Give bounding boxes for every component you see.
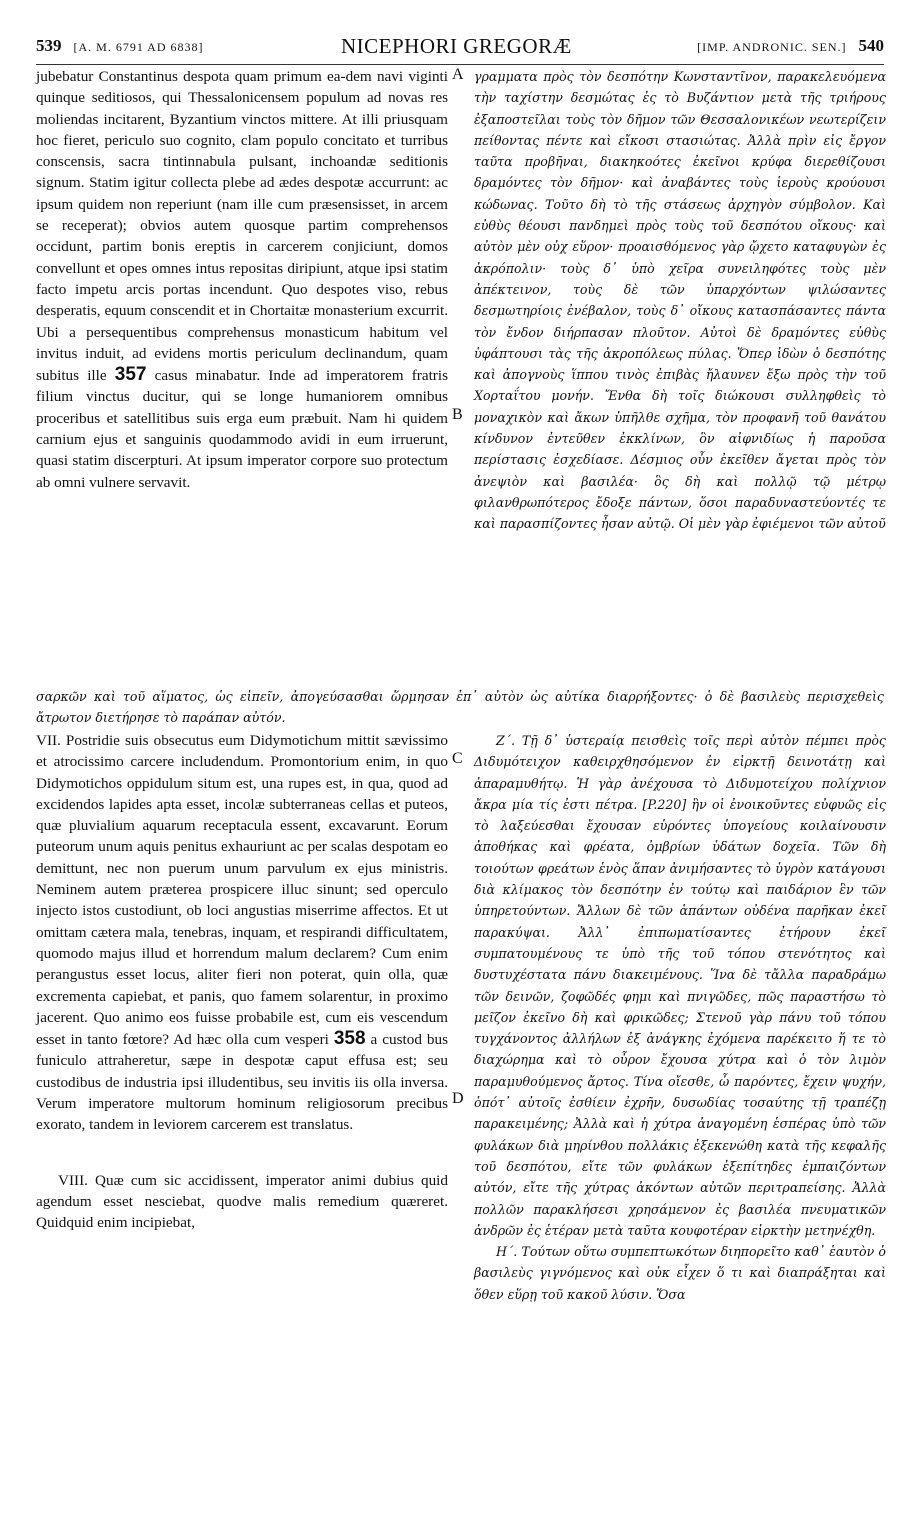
page-marker-358: 358: [333, 1028, 366, 1050]
greek-paragraph-3: Η΄. Τούτων οὕτω συμπεπτωκότων διηπορεῖτο καθ᾽ ἑαυτὸν ὁ βασιλεὺς γιγνόμενος καὶ οὐκ εἶχεν ὅ τι καὶ διαπράξηται καὶ ὅθεν εὕρῃ τοῦ κακοῦ λύσιν. Ὅσα: [474, 1244, 886, 1302]
greek-paragraph-1-end: σαρκῶν καὶ τοῦ αἵματος, ὡς εἰπεῖν, ἀπογεύσασθαι ὥρμησαν ἐπ᾽ αὐτὸν ὡς αὐτίκα διαρρήξοντες· ὁ δὲ βασιλεὺς περισχεθεὶς ἄτρωτον διετήρησε τὸ παράπαν αὐτόν.: [36, 689, 884, 726]
latin-paragraph-3: VIII. Quæ cum sic accidissent, imperator animi dubius quid agendum esset nesciebat, quodve malis remedium quæreret. Quidquid enim incipiebat,: [36, 1171, 448, 1232]
header-right: [697, 36, 884, 56]
latin-column-bottom: [36, 730, 448, 1234]
page-number-left: 539: [36, 36, 62, 55]
greek-column-bottom: [474, 730, 886, 1305]
header-date-left: [A. M. 6791 AD 6838]: [73, 40, 204, 54]
page-marker-357: 357: [114, 364, 147, 386]
greek-full-width-line: [36, 686, 884, 729]
margin-letter-b: B: [452, 406, 463, 423]
header-emperor-right: [IMP. ANDRONIC. SEN.]: [697, 40, 847, 54]
latin-text-1: jubebatur Constantinus despota quam primum ea-dem navi viginti quinque seditiosos, qui Thessalonicensem populum ad novas res moliendas incitarent, Byzantium vinctos mittere. At illi priusquam hoc fieret, periculo suo cognito, clam populo concitato et turribus conscensis, sacra tintinnabula pulsant, inchoandæ seditionis signum. Statim igitur collecta plebe ad ædes despotæ accurrunt: ac ipsum quidem non reperiunt (nam ille cum præsensisset, in arcem se receperat); obvios autem quosque partim comprehensos occidunt, partim bonis ereptis in carcerem conjiciunt, domos convellunt et opes omnes intus repositas diripiunt, atque ipsi statim facto impetu arcis portas incendunt. Quo despotes viso, rebus desperatis, equum conscendit et in Chortaitæ monasterium excurrit. Ubi a persequentibus comprehensus monasticum habitum vel invitus induit, ad evidens mortis periculum declinandum, quam subitus ille: [36, 68, 448, 385]
greek-paragraph-1: γραμματα πρὸς τὸν δεσπότην Κωνσταντῖνον, παρακελευόμενα τὴν ταχίστην δεσμώτας ἐς τὸ Βυζάντιον μετὰ τῆς τριήρους ἐξαποστεῖλαι τοὺς τὸν δῆμον τῶν Θεσσαλονικέων νεωτερίζειν πείθοντας πέντε καὶ εἴκοσι στασιώτας. Ἀλλὰ πρὶν εἰς ἔργον ταῦτα προβῆναι, διακηκοότες ἐκεῖνοι κρύφα διερεθίζουσι δραμόντες τὸν δῆμον· καὶ ἀναβάντες τοὺς ἱεροὺς κρούουσι κώδωνας. Τοῦτο δὴ τὸ τῆς στάσεως ἀρχηγὸν σύμβολον. Καὶ εὐθὺς θέουσι πανδημεὶ πρὸς τοὺς τοῦ δεσπότου οἴκους· καὶ αὐτὸν μὲν οὐχ εὕρον· προαισθόμενος γὰρ ᾤχετο καταφυγὼν ἐς ἀκρόπολιν· τοὺς δ᾽ ὑπὸ χεῖρα συνειληφότες τοὺς μὲν ἀπέκτεινον, τοὺς δὲ τῶν ὑπαρχόντων ψιλώσαντες δεσμωτηρίοις ἐνέβαλον, τοὺς δ᾽ οἴκους κατασπάσαντες πάντα τὸν ἔνδον διήρπασαν πλοῦτον. Αὐτοὶ δὲ δραμόντες εὐθὺς ὑφάπτουσι τὰς τῆς ἀκροπόλεως πύλας. Ὅπερ ἰδὼν ὁ δεσπότης καὶ ἀπογνοὺς ἵππου τινὸς ἐπιβὰς ἤλαυνεν ἔξω πρὸς τὴν τοῦ Χορταΐτου μονήν. Ἔνθα δὴ τοῖς διώκουσι συλληφθεὶς τὸ μοναχικὸν καὶ ἄκων ὑπῆλθε σχῆμα, τὸν προφανῆ τοῦ θανάτου κίνδυνον ἐντεῦθεν ἐκκλίνων, ὃν αἰφνιδίως ἡ παροῦσα περίστασις ἐσχεδίασε. Δέσμιος οὖν ἐκεῖθεν ἄγεται πρὸς τὸν ἀνεψιὸν καὶ βασιλέα· ὃς δὴ καὶ πολλῷ τῷ μέτρῳ φιλανθρωπότερος ἔδοξε πάντων, ὅσοι παραδυναστεύοντές τε καὶ παρασπίζοντες ἦσαν αὐτῷ. Οἱ μὲν γὰρ ἐφιέμενοι τῶν αὐτοῦ: [474, 69, 886, 532]
latin-text-2-end: a custod bus funiculo attraheretur, sæpe in despotæ caput effusa est; seu custodibus de industria ipsi illudentibus, seu invitis iis olla inversa. Verum imperatore multorum hominum religiosorum precibus exorato, tandem in leviorem carcerem est translatus.: [36, 1031, 448, 1134]
margin-letter-a: A: [452, 66, 464, 83]
margin-letter-d: D: [452, 1090, 464, 1107]
latin-text-2: VII. Postridie suis obsecutus eum Didymotichum mittit sævissimo et atrocissimo carcere includendum. Promontorium enim, in quo Didymotichos oppidulum situm est, una rupes est, in qua, quod ad excidendos lapides apta esset, incolæ subterraneas cellas et puteos, quæ pluvialium aquarum receptacula essent, excavarunt. Eorum puteorum unum aquis penitus exhauriunt ac per scalas despotam eo demittunt, nec non puerum unum parvulum ex ejus ministris. Neminem autem præterea prospicere illuc sinunt; sed operculo injecto istos custodiunt, ob loci angustias miserrime affectos. Et ut omittam cætera mala, tenebras, inquam, et respirandi difficultatem, quomodo majus illud et horrendum malum declarem? Cum enim perangustus esset locus, aliter fieri non poterat, quin olla, quæ excrementa capiebat, et panis, quo famem solarentur, in proximo jacerent. Quo animo eos fuisse probabile est, cum eis vescendum esset in tanto fœtore? Ad hæc olla cum vesperi: [36, 732, 448, 1049]
greek-paragraph-2: Ζ΄. Τῇ δ᾽ ὑστεραίᾳ πεισθεὶς τοῖς περὶ αὐτὸν πέμπει πρὸς Διδυμότειχον καθειρχθησόμενον ἐν εἱρκτῇ δεινοτάτῃ καὶ ἀπαραμυθήτῳ. Ἡ γὰρ ἀνέχουσα τὸ Διδυμοτείχου πολίχνιον ἄκρα μία τίς ἐστι πέτρα. [P.220] ἣν οἱ ἐνοικοῦντες εὐφυῶς εἰς τὸ λαξεύεσθαι ἔχουσαν εὑρόντες ὑπογείους κοιλαίνουσιν ἀποθήκας καὶ φρέατα, ὀμβρίων ὑδάτων δοχεῖα. Τῶν δὴ τοιούτων φρεάτων ἑνὸς ἅπαν ἀνιμήσαντες τὸ ὑγρὸν κατάγουσι διὰ κλίμακος τὸν δεσπότην ἐν τούτῳ καὶ παιδάριον ἓν τῶν ὑπηρετούντων. Ἄλλων δὲ τῶν ἁπάντων οὐδένα παρῆκαν ἐκεῖ παρακύψαι. Ἀλλ᾽ ἐπιπωματίσαντες ἐτήρουν ἐκεῖ συμπατουμένους τε ὑπὸ τῆς τοῦ τόπου στενότητος καὶ δυστυχέστατα πάνυ διακειμένους. Ἵνα δὲ τἄλλα παραδράμω τῶν δεινῶν, ζοφῶδές φημι καὶ πνιγῶδες, πῶς παραστήσω τὸ μεῖζον ἐκεῖνο δὴ καὶ φρικῶδες; Στενοῦ γὰρ πάνυ τοῦ τόπου τυγχάνοντος ἀλλήλων ἐξ ἀνάγκης ἐχόμενα παρέκειτο ἥ τε τὸ διαχώρημα καὶ τὸ οὖρον ἔχουσα χύτρα καὶ ὁ τὸν λιμὸν παραμυθούμενος ἄρτος. Τίνα οἴεσθε, ὦ παρόντες, ἔχειν ψυχήν, ὁπότ᾽ αὐτοῖς ἐσθίειν ἐχρῆν, δυσωδίας τοσαύτης τῇ τραπέζῃ παρακειμένης; Ἀλλὰ καὶ ἡ χύτρα ἀναγομένη ἑσπέρας ὑπὸ τῶν φυλάκων διὰ μηρίνθου πολλάκις ἐξεκενώθη κατὰ τῆς κεφαλῆς τοῦ δεσπότου, εἴτε τῶν φυλάκων ἐξεπίτηδες ἐμπαιζόντων αὐτόν, εἴτε τῆς χύτρας ἀκόντων αὐτῶν περιτραπείσης. Ἀλλὰ πολλῶν παρακλήσεσι χρησάμενον ἐς βασιλέα πνευματικῶν ἀνδρῶν ἐς ἑτέραν μετὰ ταῦτα κουφοτέραν εἱρκτὴν μετηνέχθη.: [474, 733, 886, 1238]
page-number-right: 540: [858, 36, 884, 55]
greek-column-top: [474, 66, 886, 535]
margin-letter-c: C: [452, 750, 463, 767]
latin-column-top: [36, 66, 448, 493]
latin-paragraph-1: [36, 66, 448, 493]
running-title: NICEPHORI GREGORÆ: [341, 34, 572, 58]
latin-text-1-end: casus minabatur. Inde ad imperatorem fratris filium vinctus ducitur, qui se longe humaniorem omnibus proceribus et satellitibus suis erga eum præbuit. Nam hi quidem carnium ejus et sanguinis quodammodo avidi in eum irruerunt, quasi statim discerpturi. At ipsum imperator corpore suo protectum ab omni vulnere servavit.: [36, 367, 448, 491]
latin-paragraph-2: [36, 730, 448, 1136]
page-header: [36, 30, 884, 65]
header-left: [36, 36, 204, 56]
